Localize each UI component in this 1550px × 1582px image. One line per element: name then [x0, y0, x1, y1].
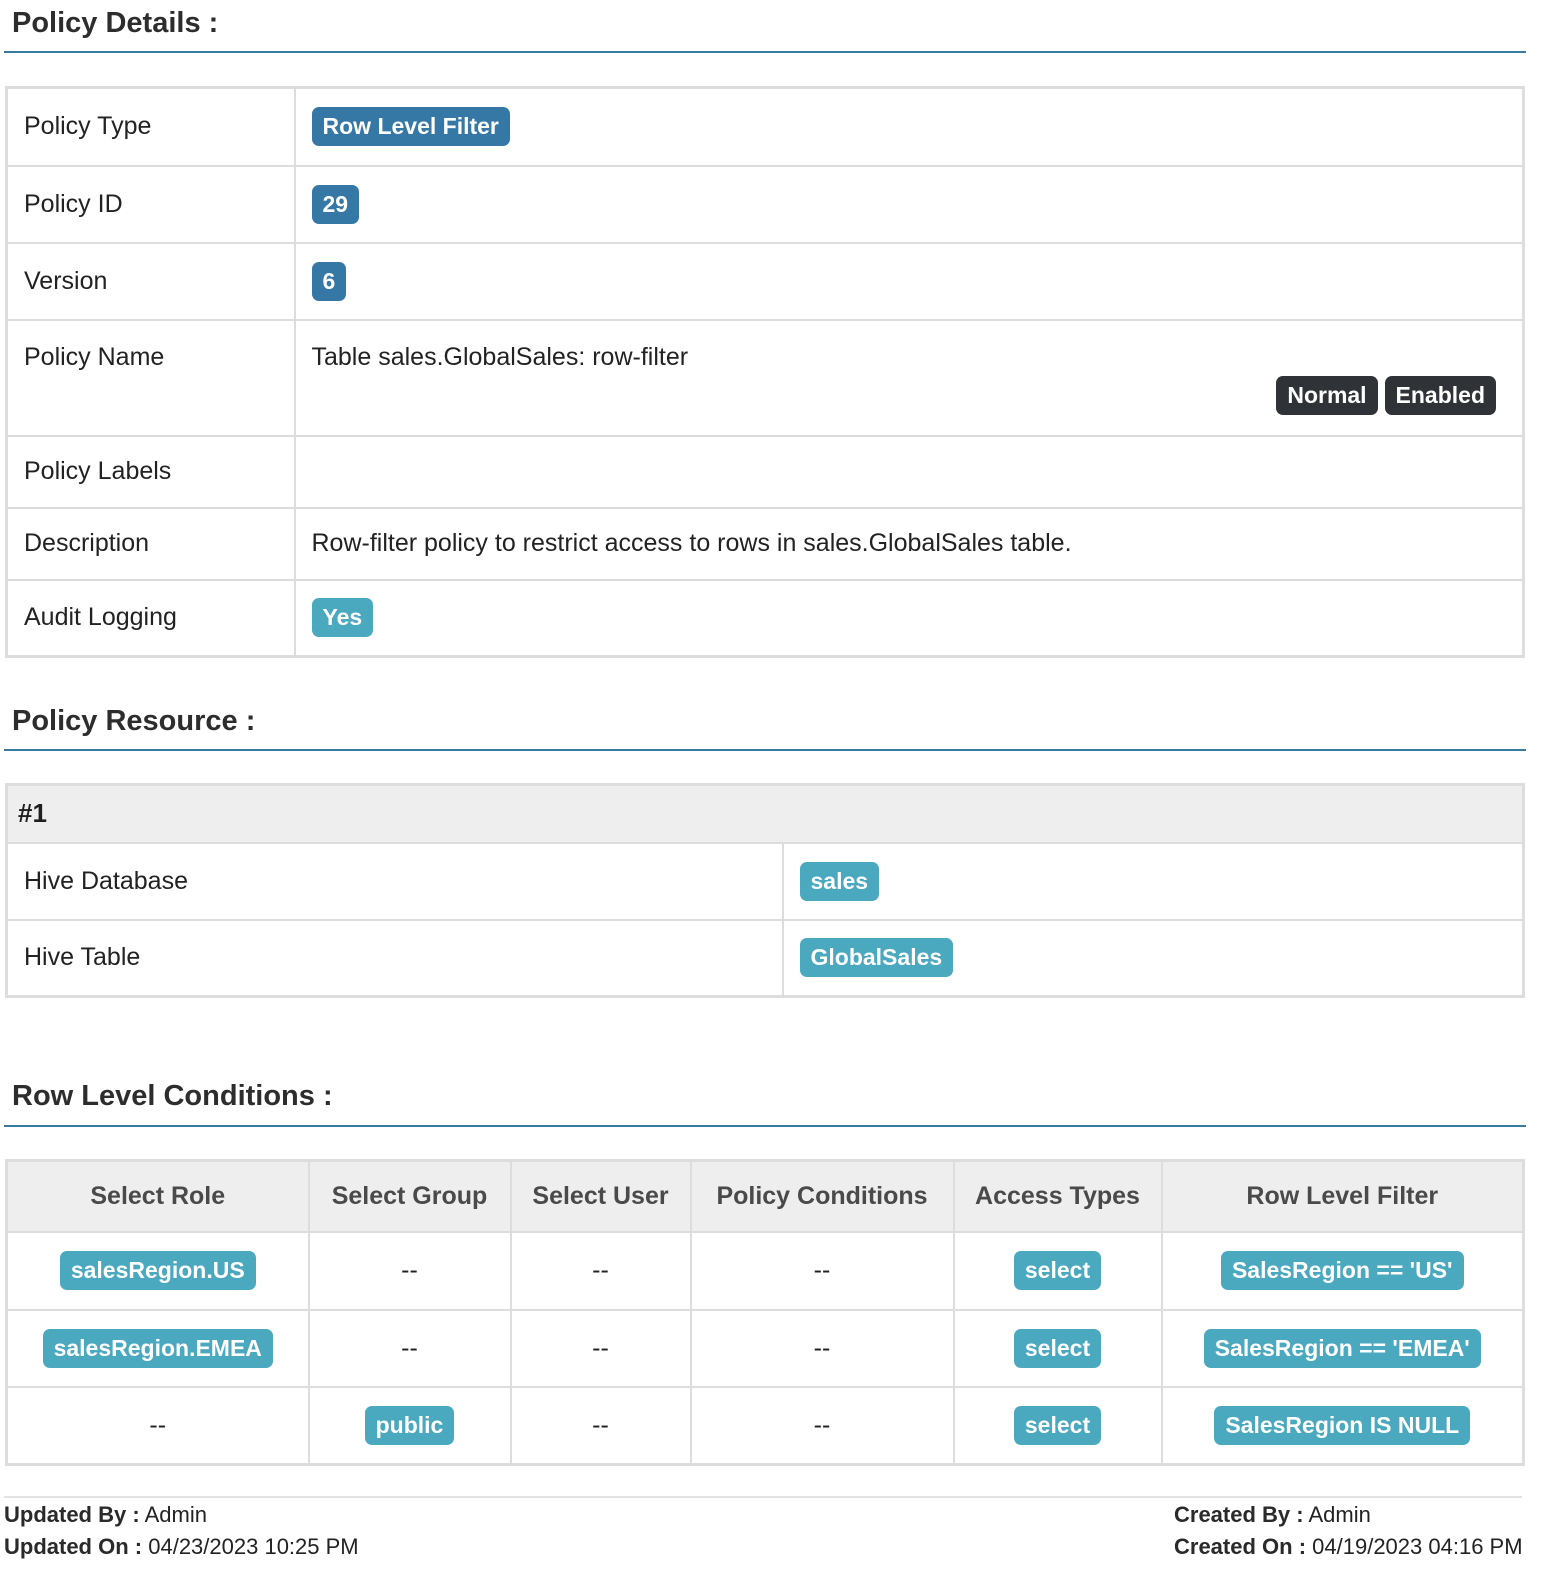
policy-labels-value: [295, 436, 1524, 508]
hive-table-label: Hive Table: [7, 920, 783, 997]
version-label: Version: [7, 243, 295, 320]
header-row-level-filter: Row Level Filter: [1162, 1161, 1524, 1232]
table-row: [7, 1310, 1524, 1387]
created-on-value: 04/19/2023 04:16 PM: [1312, 1534, 1523, 1559]
hive-database-label: Hive Database: [7, 843, 783, 920]
policy-resource-title: Policy Resource :: [4, 700, 1526, 751]
policy-details-title: Policy Details :: [4, 0, 1526, 53]
access-type-badge: select: [1014, 1251, 1101, 1290]
row-version: [7, 243, 1524, 320]
policy-resource-table: [5, 783, 1525, 998]
group-cell: --: [309, 1232, 511, 1310]
table-row: [7, 1387, 1524, 1465]
conditions-cell: --: [691, 1232, 954, 1310]
row-level-conditions-table: [5, 1159, 1525, 1466]
policy-details-table: [5, 86, 1525, 658]
row-filter-badge: SalesRegion IS NULL: [1214, 1406, 1470, 1445]
hive-database-badge: sales: [800, 862, 880, 901]
conditions-cell: --: [691, 1387, 954, 1465]
created-on-label: Created On :: [1174, 1534, 1307, 1559]
row-policy-type: [7, 88, 1524, 166]
role-badge: salesRegion.US: [60, 1251, 256, 1290]
policy-name-value: Table sales.GlobalSales: row-filter: [311, 342, 689, 371]
resource-group-header: [7, 785, 1524, 843]
conditions-header-row: [7, 1161, 1524, 1232]
created-by-value: Admin: [1308, 1502, 1371, 1527]
footer-updated: [4, 1499, 359, 1563]
normal-badge: Normal: [1276, 376, 1377, 415]
updated-on-label: Updated On :: [4, 1534, 143, 1559]
created-by: [1174, 1499, 1523, 1531]
enabled-badge: Enabled: [1385, 376, 1496, 415]
row-level-conditions-title: Row Level Conditions :: [4, 1075, 1526, 1127]
audit-logging-label: Audit Logging: [7, 580, 295, 657]
access-type-badge: select: [1014, 1406, 1101, 1445]
policy-type-label: Policy Type: [7, 88, 295, 166]
row-policy-id: [7, 166, 1524, 243]
updated-by-value: Admin: [144, 1502, 207, 1527]
group-cell: --: [309, 1310, 511, 1387]
access-type-badge: select: [1014, 1329, 1101, 1368]
role-badge: salesRegion.EMEA: [43, 1329, 273, 1368]
updated-by: [4, 1499, 359, 1531]
policy-labels-label: Policy Labels: [7, 436, 295, 508]
header-policy-conditions: Policy Conditions: [691, 1161, 954, 1232]
updated-by-label: Updated By :: [4, 1502, 140, 1527]
row-filter-badge: SalesRegion == 'US': [1221, 1251, 1464, 1290]
conditions-cell: --: [691, 1310, 954, 1387]
created-by-label: Created By :: [1174, 1502, 1304, 1527]
updated-on-value: 04/23/2023 10:25 PM: [148, 1534, 359, 1559]
row-hive-database: [7, 843, 1524, 920]
description-label: Description: [7, 508, 295, 580]
header-select-user: Select User: [511, 1161, 691, 1232]
resource-group-label: #1: [7, 785, 1524, 843]
row-description: [7, 508, 1524, 580]
updated-on: [4, 1531, 359, 1563]
row-audit-logging: [7, 580, 1524, 657]
policy-id-label: Policy ID: [7, 166, 295, 243]
audit-logging-badge: Yes: [312, 598, 374, 637]
footer-divider: [4, 1496, 1522, 1498]
user-cell: --: [511, 1232, 691, 1310]
table-row: [7, 1232, 1524, 1310]
policy-name-label: Policy Name: [7, 320, 295, 436]
row-policy-name: [7, 320, 1524, 436]
policy-type-badge: Row Level Filter: [312, 107, 510, 146]
user-cell: --: [511, 1310, 691, 1387]
created-on: [1174, 1531, 1523, 1563]
version-badge: 6: [312, 262, 347, 301]
description-value: Row-filter policy to restrict access to rows in sales.GlobalSales table.: [295, 508, 1524, 580]
header-select-group: Select Group: [309, 1161, 511, 1232]
user-cell: --: [511, 1387, 691, 1465]
hive-table-badge: GlobalSales: [800, 938, 954, 977]
row-hive-table: [7, 920, 1524, 997]
policy-id-badge: 29: [312, 185, 360, 224]
group-badge: public: [365, 1406, 455, 1445]
row-filter-badge: SalesRegion == 'EMEA': [1204, 1329, 1481, 1368]
role-cell: --: [7, 1387, 309, 1465]
header-select-role: Select Role: [7, 1161, 309, 1232]
header-access-types: Access Types: [954, 1161, 1162, 1232]
row-policy-labels: [7, 436, 1524, 508]
footer-created: [1174, 1499, 1523, 1563]
